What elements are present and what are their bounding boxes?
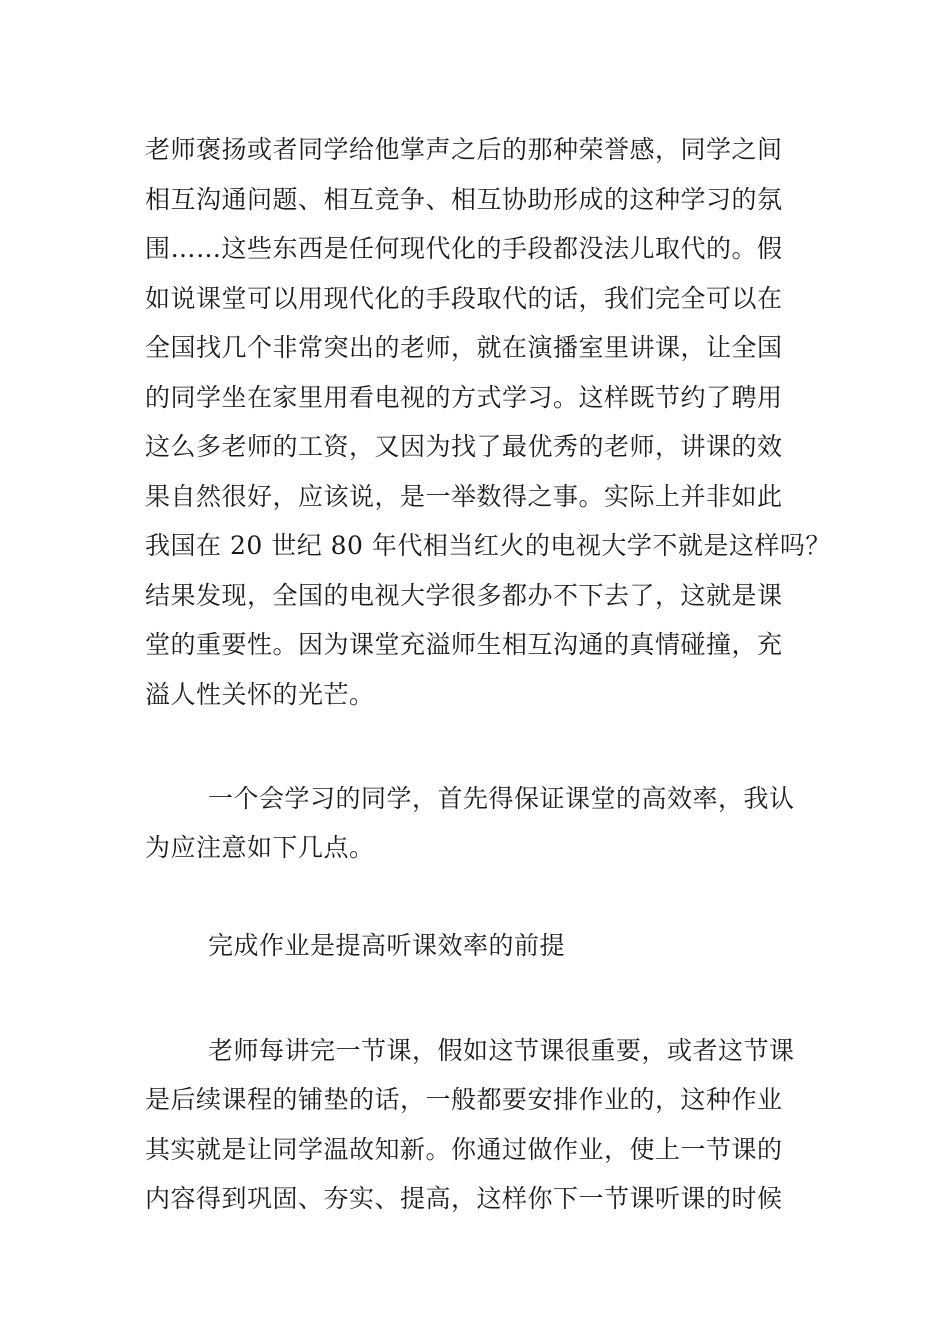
paragraph-3-line-1: 老师每讲完一节课，假如这节课很重要，或者这节课 xyxy=(208,1036,795,1065)
paragraph-1-line-8: 果自然很好，应该说，是一举数得之事。实际上并非如此 xyxy=(145,482,783,511)
paragraph-1-line-9: 我国在 20 世纪 80 年代相当红火的电视大学不就是这样吗？ xyxy=(145,531,831,560)
paragraph-1-line-4: 如说课堂可以用现代化的手段取代的话，我们完全可以在 xyxy=(145,284,783,313)
paragraph-3-line-2: 是后续课程的铺垫的话，一般都要安排作业的，这种作业 xyxy=(145,1085,783,1114)
paragraph-1-line-5: 全国找几个非常突出的老师，就在演播室里讲课，让全国 xyxy=(145,333,783,362)
paragraph-1-line-1: 老师褒扬或者同学给他掌声之后的那种荣誉感，同学之间 xyxy=(145,135,783,164)
paragraph-1-line-6: 的同学坐在家里用看电视的方式学习。这样既节约了聘用 xyxy=(145,383,783,412)
paragraph-3-line-3: 其实就是让同学温故知新。你通过做作业，使上一节课的 xyxy=(145,1135,783,1164)
paragraph-2-line-1: 一个会学习的同学，首先得保证课堂的高效率，我认 xyxy=(208,784,795,813)
paragraph-1-line-12: 溢人性关怀的光芒。 xyxy=(145,680,375,709)
section-heading: 完成作业是提高听课效率的前提 xyxy=(208,931,566,960)
paragraph-1-line-7: 这么多老师的工资，又因为找了最优秀的老师，讲课的效 xyxy=(145,432,783,461)
paragraph-1-line-3: 围……这些东西是任何现代化的手段都没法儿取代的。假 xyxy=(145,234,783,263)
paragraph-1-line-11: 堂的重要性。因为课堂充溢师生相互沟通的真情碰撞，充 xyxy=(145,630,783,659)
paragraph-1-line-10: 结果发现，全国的电视大学很多都办不下去了，这就是课 xyxy=(145,581,783,610)
paragraph-1-line-2: 相互沟通问题、相互竞争、相互协助形成的这种学习的氛 xyxy=(145,185,783,214)
paragraph-2-line-2: 为应注意如下几点。 xyxy=(145,833,375,862)
paragraph-3-line-4: 内容得到巩固、夯实、提高，这样你下一节课听课的时候 xyxy=(145,1184,783,1213)
